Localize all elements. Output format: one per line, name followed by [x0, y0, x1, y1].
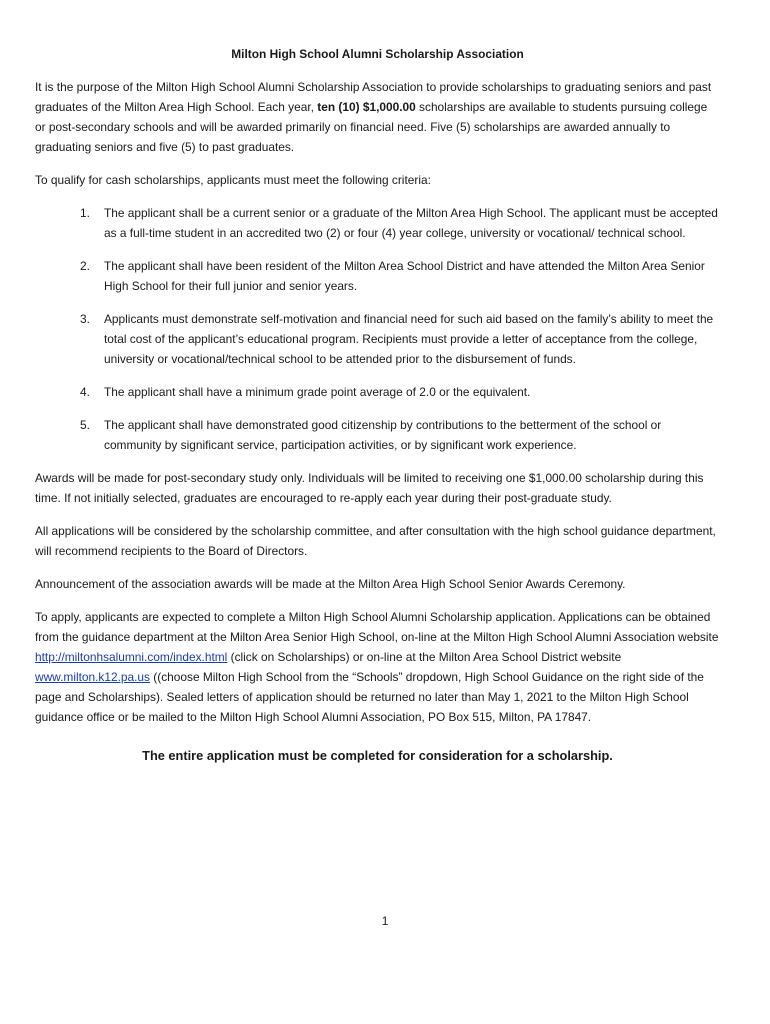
criteria-item	[35, 415, 720, 455]
apply-text-1: To apply, applicants are expected to complete a Milton High School Alumni Scholarship application. Applications can be obtained from the guidance department at the Milton Area Senior High School, on-line at the Milton High School Alumni Association website	[35, 610, 719, 644]
intro-bold-amount: ten (10) $1,000.00	[317, 100, 416, 114]
criteria-number: 2.	[80, 259, 90, 273]
criteria-number: 5.	[80, 418, 90, 432]
closing-statement: The entire application must be completed for consideration for a scholarship.	[142, 748, 613, 763]
apply-text-3: ((choose Milton High School from the “Schools” dropdown, High School Guidance on the right side of the page and Scholarships). Sealed letters of application should be returned no later than May 1, 2021 to the Milton High School guidance office or be mailed to the Milton High School Alumni Association, PO Box 515, Milton, PA 17847.	[35, 670, 704, 724]
document-page	[35, 44, 720, 766]
criteria-text: Applicants must demonstrate self-motivation and financial need for such aid based on the family’s ability to meet the total cost of the applicant’s educational program. Recipients must provide a letter of acceptance from the college, university or vocational/technical school to be attended prior to the disbursement of funds.	[104, 312, 714, 366]
criteria-item	[35, 256, 720, 296]
criteria-text: The applicant shall have demonstrated good citizenship by contributions to the betterment of the school or community by significant service, participation activities, or by significant work experience.	[104, 418, 662, 452]
page-number: 1	[381, 914, 389, 928]
page-title: Milton High School Alumni Scholarship Association	[231, 47, 524, 61]
apply-paragraph	[35, 607, 720, 727]
apply-text-2: (click on Scholarships) or on-line at the Milton Area School District website	[227, 650, 622, 664]
criteria-number: 3.	[80, 312, 90, 326]
announcement-paragraph: Announcement of the association awards will be made at the Milton Area High School Senior Awards Ceremony.	[35, 577, 626, 591]
intro-text-end: scholarships are available to students pursuing college or post-secondary schools and will be awarded primarily on financial need. Five (5) scholarships are awarded annually to graduating seniors and five (5) to past graduates.	[35, 100, 708, 154]
alumni-website-link[interactable]: http://miltonhsalumni.com/index.html	[35, 650, 228, 664]
criteria-text: The applicant shall have a minimum grade point average of 2.0 or the equivalent.	[104, 385, 531, 399]
intro-text-start: It is the purpose of the Milton High School Alumni Scholarship Association to provide scholarships to graduating seniors and past graduates of the Milton Area High School. Each year,	[35, 80, 712, 114]
criteria-text: The applicant shall be a current senior or a graduate of the Milton Area High School. The applicant must be accepted as a full-time student in an accredited two (2) or four (4) year college, university or vocational/ technical school.	[104, 206, 718, 240]
criteria-item	[35, 382, 720, 402]
criteria-item	[35, 309, 720, 369]
committee-paragraph: All applications will be considered by the scholarship committee, and after consultation with the high school guidance department, will recommend recipients to the Board of Directors.	[35, 524, 716, 558]
criteria-text: The applicant shall have been resident of the Milton Area School District and have attended the Milton Area Senior High School for their full junior and senior years.	[104, 259, 705, 293]
criteria-list	[35, 203, 720, 455]
school-district-link[interactable]: www.milton.k12.pa.us	[35, 670, 150, 684]
intro-paragraph	[35, 77, 720, 157]
criteria-item	[35, 203, 720, 243]
criteria-intro: To qualify for cash scholarships, applicants must meet the following criteria:	[35, 173, 431, 187]
criteria-number: 1.	[80, 206, 90, 220]
criteria-number: 4.	[80, 385, 90, 399]
awards-paragraph: Awards will be made for post-secondary study only. Individuals will be limited to receiving one $1,000.00 scholarship during this time. If not initially selected, graduates are encouraged to re-apply each year during their post-graduate study.	[35, 471, 704, 505]
